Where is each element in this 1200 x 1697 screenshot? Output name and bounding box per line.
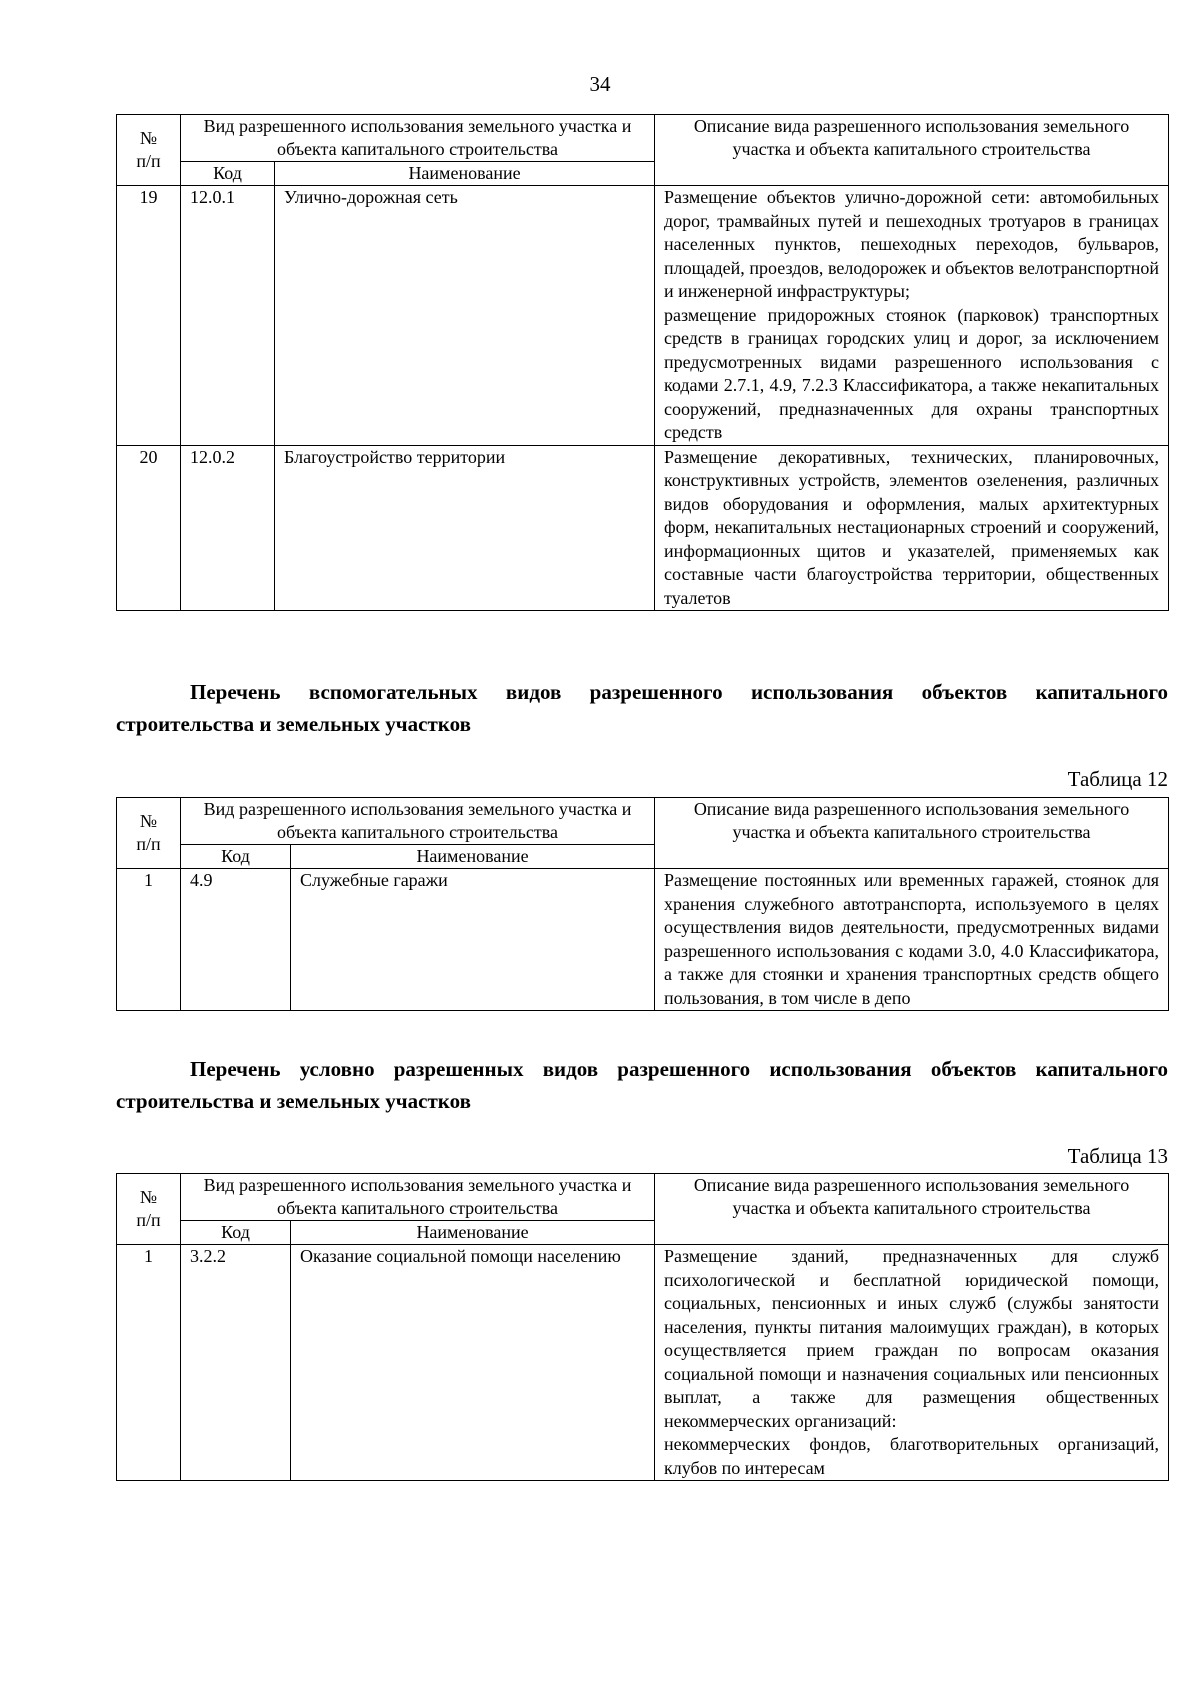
land-use-table-continued bbox=[116, 114, 1169, 611]
header-number: № п/п bbox=[117, 1174, 181, 1245]
row-code: 12.0.2 bbox=[181, 445, 275, 611]
section-heading-auxiliary: Перечень вспомогательных видов разрешенного использования объектов капитального строительства и земельных участков bbox=[116, 680, 1168, 736]
description-paragraph: Размещение объектов улично-дорожной сети: автомобильных дорог, трамвайных путей и пешеходных тротуаров в границах населенных пунктов, пешеходных переходов, бульваров, площадей, проездов, велодорожек и объектов велотранспортной и инженерной инфраструктуры; bbox=[664, 187, 1160, 301]
header-name: Наименование bbox=[275, 162, 655, 186]
table-caption-12: Таблица 12 bbox=[1067, 767, 1168, 791]
row-name: Служебные гаражи bbox=[291, 869, 655, 1011]
row-description bbox=[655, 869, 1169, 1011]
header-code: Код bbox=[181, 845, 291, 869]
description-paragraph: Размещение декоративных, технических, планировочных, конструктивных устройств, элементов озеленения, различных видов оборудования и оформления, малых архитектурных форм, некапитальных нестационарных строений и сооружений, информационных щитов и указателей, применяемых как составные части благоустройства территории, общественных туалетов bbox=[664, 446, 1160, 608]
auxiliary-use-table bbox=[116, 797, 1169, 1011]
header-name: Наименование bbox=[291, 1221, 655, 1245]
row-name: Оказание социальной помощи населению bbox=[291, 1245, 655, 1481]
header-usage-type: Вид разрешенного использования земельного участка и объекта капитального строительства bbox=[181, 115, 655, 162]
row-description bbox=[655, 186, 1169, 446]
page-number: 34 bbox=[589, 72, 611, 96]
row-number: 1 bbox=[117, 1245, 181, 1481]
description-paragraph: размещение придорожных стоянок (парковок) транспортных средств в границах городских улиц и дорог, за исключением предусмотренных видами разрешенного использования с кодами 2.7.1, 4.9, 7.2.3 Классификатора, а также некапитальных сооружений, предназначенных для охраны транспортных средств bbox=[664, 304, 1160, 442]
header-description: Описание вида разрешенного использования земельного участка и объекта капитального строительства bbox=[655, 1174, 1169, 1245]
row-description bbox=[655, 1245, 1169, 1481]
row-code: 12.0.1 bbox=[181, 186, 275, 446]
row-number: 19 bbox=[117, 186, 181, 446]
header-usage-type: Вид разрешенного использования земельного участка и объекта капитального строительства bbox=[181, 1174, 655, 1221]
row-code: 4.9 bbox=[181, 869, 291, 1011]
header-description: Описание вида разрешенного использования земельного участка и объекта капитального строительства bbox=[655, 798, 1169, 869]
row-name: Улично-дорожная сеть bbox=[275, 186, 655, 446]
header-description: Описание вида разрешенного использования земельного участка и объекта капитального строительства bbox=[655, 115, 1169, 186]
description-paragraph: Размещение постоянных или временных гаражей, стоянок для хранения служебного автотранспорта, используемого в целях осуществления видов деятельности, предусмотренных видами разрешенного использования с кодами 3.0, 4.0 Классификатора, а также для стоянки и хранения транспортных средств общего пользования, в том числе в депо bbox=[664, 870, 1160, 1008]
header-number: № п/п bbox=[117, 115, 181, 186]
row-number: 1 bbox=[117, 869, 181, 1011]
description-paragraph: некоммерческих фондов, благотворительных организаций, клубов по интересам bbox=[664, 1434, 1160, 1478]
row-description bbox=[655, 445, 1169, 611]
description-paragraph: Размещение зданий, предназначенных для служб психологической и бесплатной юридической помощи, социальных, пенсионных и иных служб (службы занятости населения, пункты питания малоимущих граждан), в которых осуществляется прием граждан по вопросам оказания социальной помощи и назначения социальных или пенсионных выплат, а также для размещения общественных некоммерческих организаций: bbox=[664, 1246, 1160, 1431]
table-row bbox=[117, 186, 1169, 446]
row-number: 20 bbox=[117, 445, 181, 611]
table-row bbox=[117, 1245, 1169, 1481]
table-row bbox=[117, 869, 1169, 1011]
header-name: Наименование bbox=[291, 845, 655, 869]
header-usage-type: Вид разрешенного использования земельного участка и объекта капитального строительства bbox=[181, 798, 655, 845]
header-code: Код bbox=[181, 1221, 291, 1245]
conditional-use-table bbox=[116, 1173, 1169, 1481]
row-name: Благоустройство территории bbox=[275, 445, 655, 611]
header-code: Код bbox=[181, 162, 275, 186]
section-heading-conditional: Перечень условно разрешенных видов разрешенного использования объектов капитального строительства и земельных участков bbox=[116, 1057, 1168, 1113]
table-caption-13: Таблица 13 bbox=[1067, 1144, 1168, 1168]
table-row bbox=[117, 445, 1169, 611]
header-number: № п/п bbox=[117, 798, 181, 869]
row-code: 3.2.2 bbox=[181, 1245, 291, 1481]
